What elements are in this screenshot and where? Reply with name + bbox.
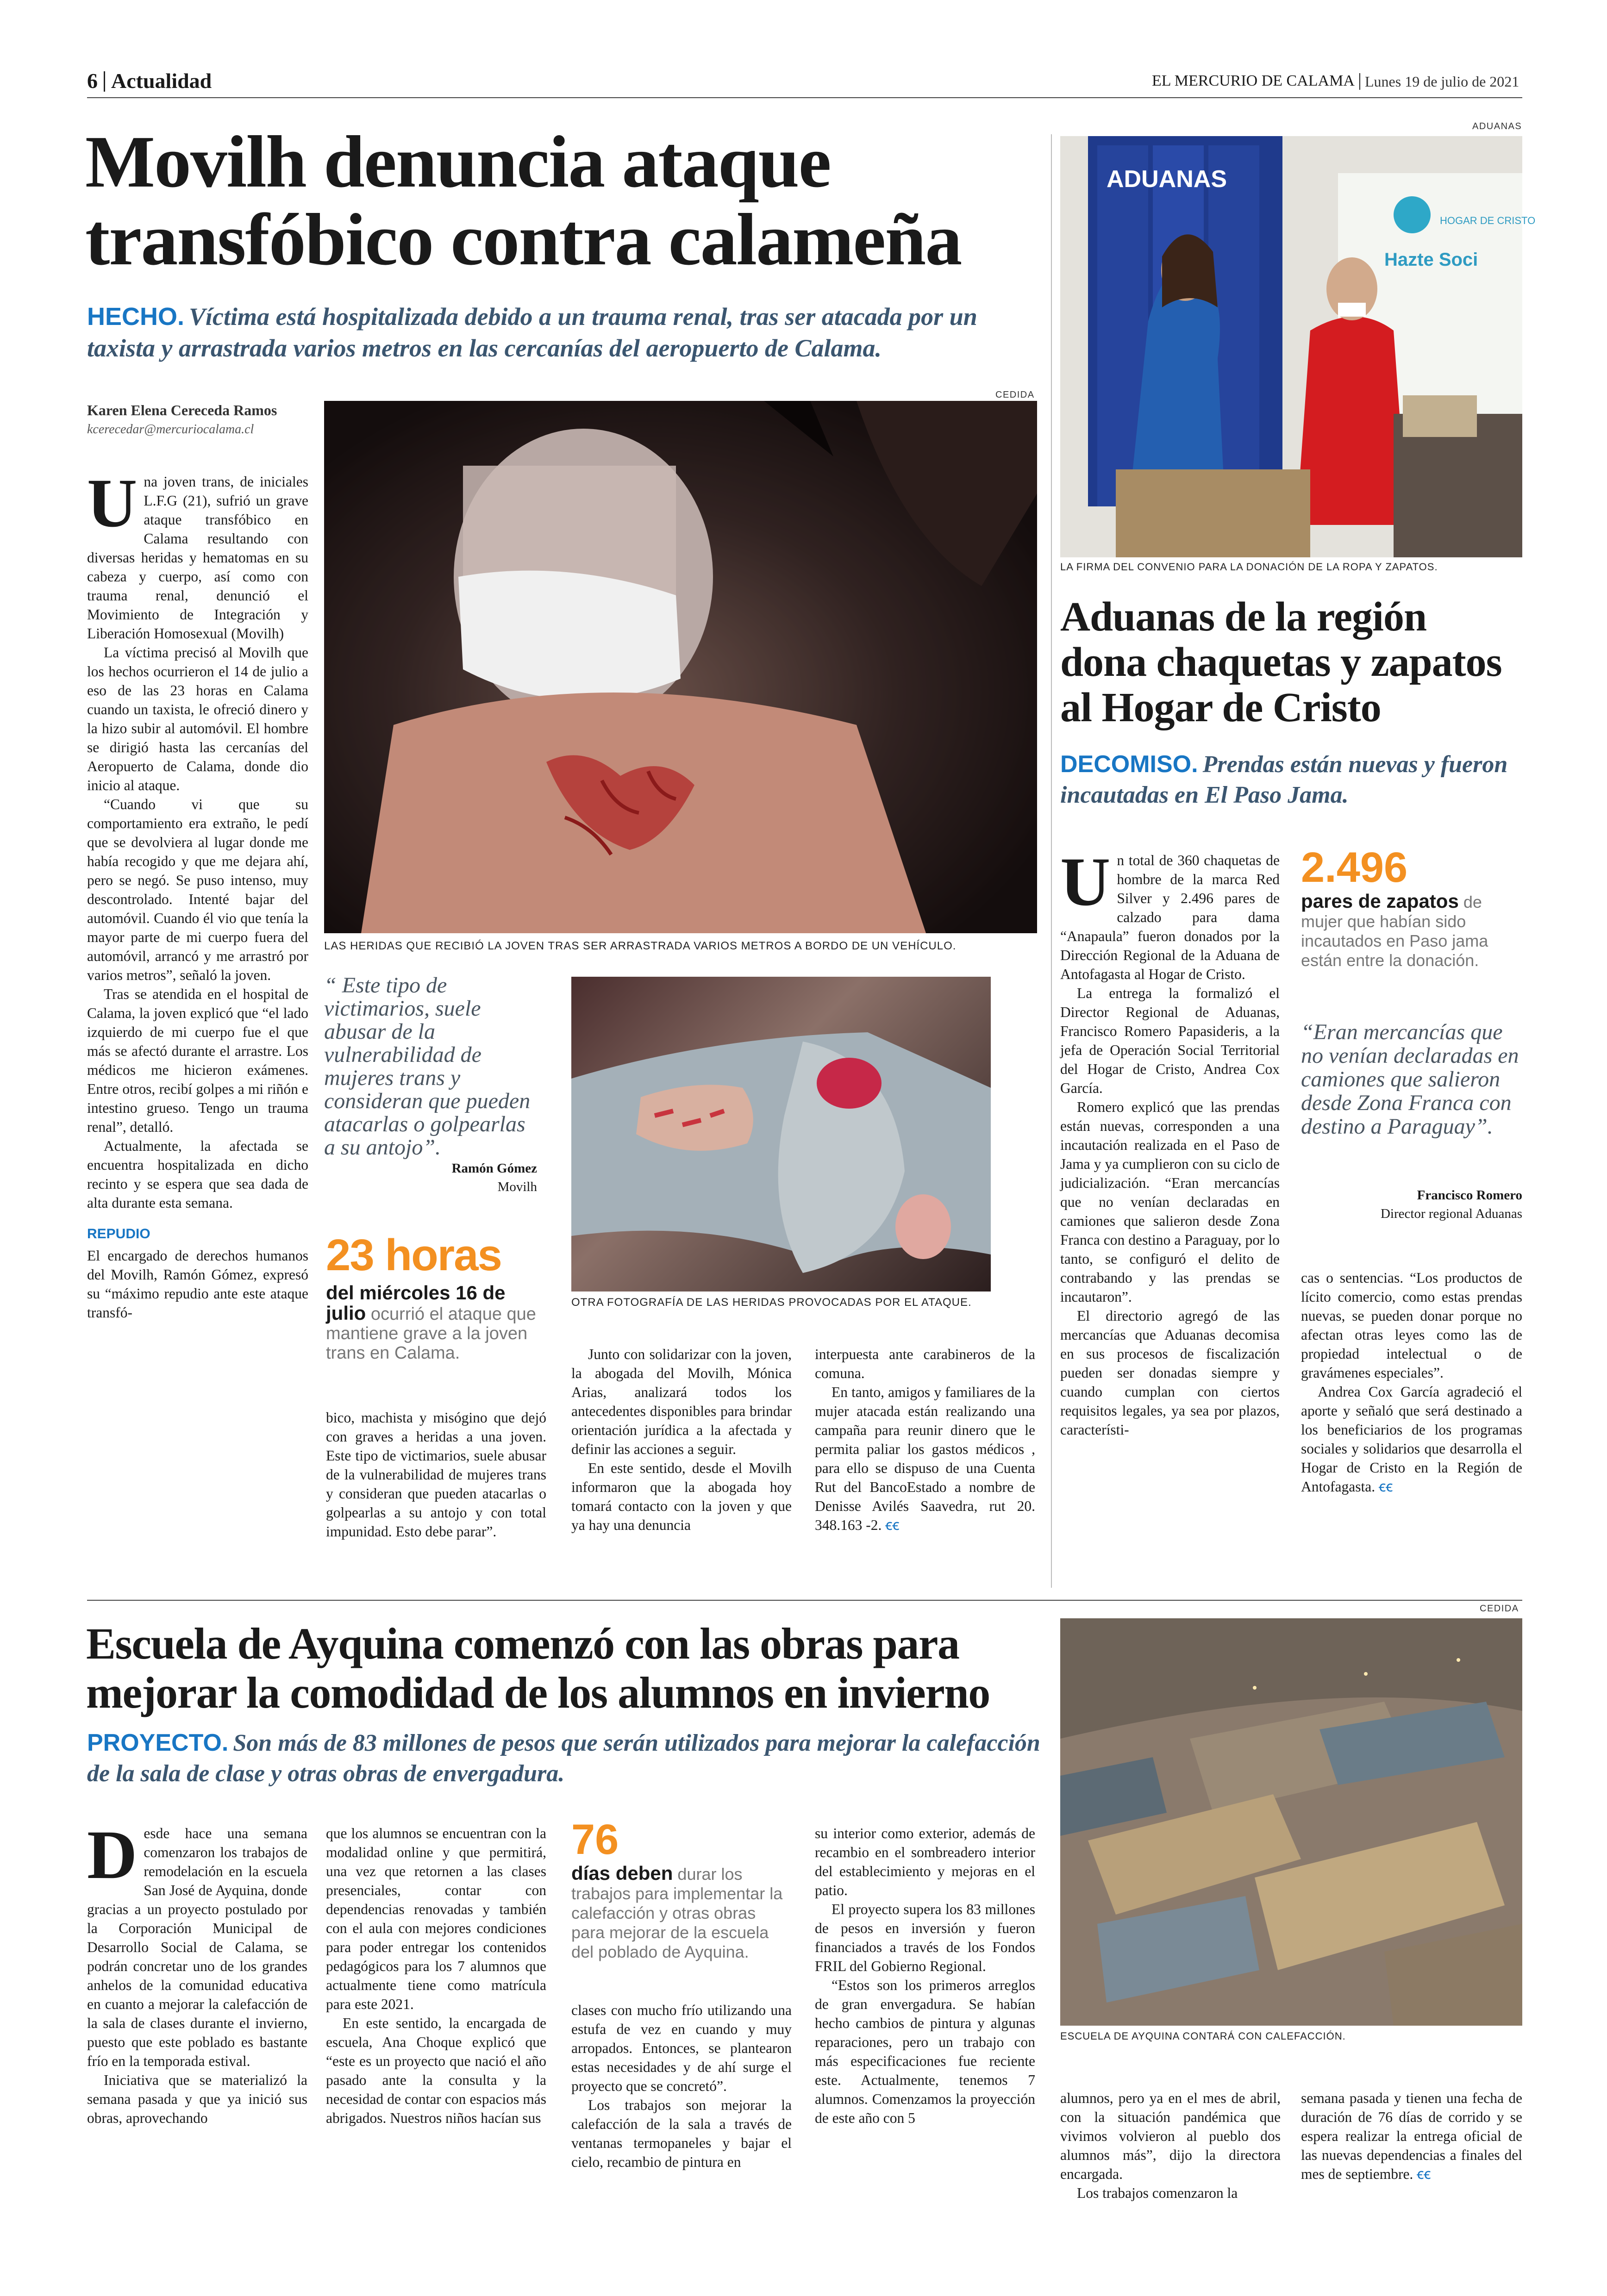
story2-title-line1: Aduanas de la región — [1060, 594, 1427, 640]
story1-paragraph: En tanto, amigos y familiares de la mujer atacada están realizando una campaña para reunir dinero que le permita paliar los gastos médicos , para ello se dispuso de una Cuenta Rut del BancoEstado a nombre de Denisse Avilés Saavedra, rut 20. 348.163 -2. ꞓꞓ — [815, 1384, 1035, 1534]
story3-column-5 — [1060, 2089, 1281, 2202]
story1-title-line2: transfóbico contra calameña — [85, 198, 962, 281]
story2-lead-keyword: DECOMISO. — [1060, 751, 1198, 778]
hazte-socio-sign: Hazte Soci — [1384, 250, 1478, 270]
story1-paragraph: “Cuando vi que su comportamiento era extraño, le pedí que se devolviera al lugar donde me había recogido y que me dejara ahí, pero se negó. Se puso intenso, muy descontrolado. Intenté bajar del automóvil. Cuando él vio que tenía la mayor parte de mi cuerpo fuera del automóvil, arrancó y me arrastró por varios metros”, señaló la joven. — [87, 796, 308, 983]
story2-paragraph: Andrea Cox García agradeció el aporte y señaló que será destinado a los beneficiarios de los programas sociales y solidarios que desarrolla el Hogar de Cristo en la Región de Antofagasta. ꞓꞓ — [1301, 1384, 1522, 1495]
story1-paragraph: Junto con solidarizar con la joven, la abogada del Movilh, Mónica Arias, analizará todos los antecedentes disponibles para brindar orientación jurídica a la afectada y definir las acciones a seguir. — [571, 1346, 792, 1457]
story2-paragraph: El directorio agregó de las mercancías que Aduanas decomisa en sus procesos de fiscalización pueden ser donadas siempre y cuando cumplan con ciertos requisitos legales, ya sea por plazos, característi- — [1060, 1308, 1280, 1438]
story2-stat-number: 2.496 — [1301, 844, 1408, 891]
story3-photo-caption: ESCUELA DE AYQUINA CONTARÁ CON CALEFACCIÓN. — [1060, 2030, 1346, 2042]
story2-title-line3: al Hogar de Cristo — [1060, 685, 1381, 730]
page-number: 6 — [87, 69, 98, 93]
story3-stat-number: 76 — [571, 1816, 619, 1863]
newspaper-name: EL MERCURIO DE CALAMA — [1152, 72, 1355, 89]
story3-paragraph: Iniciativa que se materializó la semana pasada y que ya inició sus obras, aprovechando — [87, 2072, 307, 2126]
story3-title-line1: Escuela de Ayquina comenzó con las obras para — [86, 1619, 959, 1668]
story3-column-2 — [326, 1824, 546, 2128]
hogar-sign: HOGAR DE CRISTO — [1440, 215, 1536, 226]
story1-column-2 — [326, 1408, 546, 1541]
story2-quote-role: Director regional Aduanas — [1380, 1206, 1522, 1221]
story1-title — [85, 120, 1057, 281]
story1-column-1 — [87, 465, 308, 1583]
story2-title-line2: dona chaquetas y zapatos — [1060, 639, 1502, 685]
story1-lead-keyword: HECHO. — [87, 303, 185, 331]
story1-photo1-credit: CEDIDA — [995, 390, 1035, 400]
section-name: Actualidad — [111, 69, 212, 93]
story1-stat-text — [326, 1283, 544, 1363]
drop-cap: U — [87, 465, 138, 542]
story1-photo-injuries — [324, 401, 1037, 933]
story2-lead — [1060, 749, 1523, 811]
story3-paragraph: su interior como exterior, además de recambio en el sombreadero interior del establecimiento y mejoras en el patio. — [815, 1825, 1035, 1898]
signing-photo-art — [1060, 136, 1536, 557]
story2-paragraph: Un total de 360 chaquetas de hombre de la marca Red Silver y 2.496 pares de calzado para dama “Anapaula” fueron donados por la Dirección Regional de la Aduana de Antofagasta al Hogar de Cristo. — [1060, 843, 1280, 982]
story2-stat-desc: de mujer que habían sido incautados en Paso jama están entre la donación. — [1301, 892, 1488, 970]
section-rule — [87, 1600, 1522, 1601]
story1-column-4 — [815, 1345, 1035, 1535]
aduanas-sign: ADUANAS — [1107, 166, 1227, 193]
story1-lead-text: Víctima está hospitalizada debido a un trauma renal, tras ser atacada por un taxista y arrastrada varios metros en las cercanías del aeropuerto de Calama. — [87, 303, 977, 362]
story2-photo-credit: ADUANAS — [1472, 121, 1522, 131]
story1-paragraph: En este sentido, desde el Movilh informaron que la abogada hoy tomará contacto con la joven y que ya hay una denuncia — [571, 1460, 792, 1533]
injury-photo-art — [324, 401, 1037, 933]
story3-paragraph: En este sentido, la encargada de escuela, Ana Choque explicó que “este es un proyecto que nació el año pasado ante la consulta y la necesidad de contar con espacios más abrigados. Nuestros niños hacían sus — [326, 2015, 546, 2126]
header-rule — [87, 97, 1522, 98]
story3-photo-credit: CEDIDA — [1480, 1603, 1519, 1614]
story3-stat-bold: días deben — [571, 1862, 673, 1884]
story2-pull-quote: “Eran mercancías que no venían declaradas en camiones que salieron desde Zona Franca con destino a Paraguay”. — [1301, 1020, 1519, 1139]
story1-paragraph: Una joven trans, de iniciales L.F.G (21), sufrió un grave ataque transfóbico en Calama resultando con diversas heridas y hematomas en su cabeza y cuerpo, así como con trauma renal, denunció el Movimiento de Integración y Liberación Homosexual (Movilh) — [87, 465, 308, 642]
story3-lead — [87, 1728, 1050, 1789]
header-divider — [104, 71, 105, 92]
story1-author: Karen Elena Cereceda Ramos — [87, 402, 277, 418]
story2-photo-caption: LA FIRMA DEL CONVENIO PARA LA DONACIÓN DE LA ROPA Y ZAPATOS. — [1060, 561, 1438, 573]
story2-quote-author: Francisco Romero — [1417, 1188, 1522, 1203]
story2-photo-signing — [1060, 136, 1536, 557]
story3-paragraph: clases con mucho frío utilizando una estufa de vez en cuando y muy arropados. Entonces, se plantearon estas necesidades y de ahí surge el proyecto que se concretó”. — [571, 2002, 792, 2094]
story1-paragraph: Actualmente, la afectada se encuentra hospitalizada en dicho recinto y se espera que sea dada de alta durante esta semana. — [87, 1138, 308, 1211]
story1-stat-desc: ocurrió el ataque que mantiene grave a la joven trans en Calama. — [326, 1304, 536, 1363]
page-header — [87, 69, 1522, 94]
story1-email: kcerecedar@mercuriocalama.cl — [87, 422, 254, 437]
aerial-photo-art — [1060, 1618, 1522, 2026]
drop-cap: D — [87, 1816, 138, 1893]
story1-column-3 — [571, 1345, 792, 1535]
story1-paragraph: El encargado de derechos humanos del Movilh, Ramón Gómez, expresó su “máximo repudio ante este ataque transfó- — [87, 1248, 308, 1321]
story2-lead-text: Prendas están nuevas y fueron incautadas en El Paso Jama. — [1060, 751, 1508, 808]
column-separator — [1051, 134, 1052, 1588]
end-mark-icon: ꞓꞓ — [1378, 1479, 1393, 1495]
story1-photo1-caption: LAS HERIDAS QUE RECIBIÓ LA JOVEN TRAS SER ARRASTRADA VARIOS METROS A BORDO DE UN VEHÍCULO. — [324, 940, 957, 952]
publication-date: Lunes 19 de julio de 2021 — [1365, 73, 1519, 90]
story1-stat-number: 23 horas — [326, 1230, 501, 1280]
story2-paragraph: La entrega la formalizó el Director Regional de Aduanas, Francisco Romero Papasideris, a la jefa de Operación Social Territorial del Hogar de Cristo, Andrea Cox García. — [1060, 985, 1280, 1096]
injury-photo2-art — [571, 977, 991, 1292]
drop-cap: U — [1060, 843, 1111, 920]
story3-column-1 — [87, 1816, 307, 2128]
header-divider-2 — [1359, 73, 1360, 90]
story1-lead — [87, 301, 1050, 364]
story3-title-line2: mejorar la comodidad de los alumnos en invierno — [86, 1668, 990, 1717]
story1-pull-quote: “ Este tipo de victimarios, suele abusar de la vulnerabilidad de mujeres trans y consideran que pueden atacarlas o golpearlas a su antojo”. — [324, 973, 531, 1160]
story2-title — [1060, 594, 1523, 730]
story3-column-3 — [571, 2001, 792, 2171]
story1-paragraph: bico, machista y misógino que dejó con graves a heridas a una joven. Este tipo de victimarios, suele abusar de la vulnerabilidad de mujeres trans y consideran que pueden atacarlas o golpearlas a su antojo y con total impunidad. Esto debe parar”. — [326, 1410, 546, 1540]
story2-column-2 — [1301, 1268, 1522, 1497]
story3-lead-text: Son más de 83 millones de pesos que serán utilizados para mejorar la calefacción de la sala de clase y otras obras de envergadura. — [87, 1730, 1040, 1787]
story3-paragraph: semana pasada y tienen una fecha de duración de 76 días de corrido y se espera realizar la entrega oficial de las nuevas dependencias a finales del mes de septiembre. ꞓꞓ — [1301, 2090, 1522, 2183]
story3-stat-desc: durar los trabajos para implementar la calefacción y otras obras para mejorar de la escuela del poblado de Ayquina. — [571, 1865, 783, 1961]
story3-title — [86, 1619, 1058, 1717]
story1-subhead: REPUDIO — [87, 1226, 150, 1242]
end-mark-icon: ꞓꞓ — [1417, 2166, 1431, 2183]
story3-paragraph: Los trabajos comenzaron la — [1077, 2185, 1238, 2201]
story3-paragraph: que los alumnos se encuentran con la modalidad online y que permitirá, una vez que retornen a las clases presenciales, contar con dependencias renovadas y también con el aula con mejores condiciones para poder entregar los contenidos pedagógicos para los 7 alumnos que actualmente tiene como matrícula para este 2021. — [326, 1825, 546, 2012]
story2-stat-bold: pares de zapatos — [1301, 890, 1459, 912]
story1-paragraph: La víctima precisó al Movilh que los hechos ocurrieron el 14 de julio a eso de las 23 horas en Calama cuando un taxista, le ofreció dinero y la hizo subir al automóvil. El hombre se dirigió hasta las cercanías del Aeropuerto de Calama, donde dio inicio al ataque. — [87, 644, 308, 793]
story3-photo-aerial — [1060, 1618, 1522, 2026]
story2-paragraph: cas o sentencias. “Los productos de lícito comercio, como estas prendas nuevas, se pueden donar porque no afectan otras leyes como las de propiedad intelectual o de gravámenes especiales”. — [1301, 1270, 1522, 1381]
story3-stat-text — [571, 1864, 792, 1962]
story3-paragraph: alumnos, pero ya en el mes de abril, con la situación pandémica que vivimos volvieron al pueblo dos alumnos más”, dijo la directora encargada. — [1060, 2090, 1281, 2182]
story1-quote-author: Ramón Gómez — [451, 1161, 537, 1176]
story2-column-1 — [1060, 843, 1280, 1439]
end-mark-icon: ꞓꞓ — [885, 1517, 900, 1534]
story3-paragraph: Desde hace una semana comenzaron los trabajos de remodelación en la escuela San José de Ayquina, donde gracias a un proyecto postulado por la Corporación Municipal de Desarrollo Social de Calama, se podrán concretar uno de los grandes anhelos de la comunidad educativa en cuanto a mejorar la calefacción de la sala de clases durante el invierno, puesto que este poblado es bastante frío en la temporada estival. — [87, 1816, 307, 2069]
story3-column-4 — [815, 1824, 1035, 2128]
story3-column-6 — [1301, 2089, 1522, 2184]
story1-photo-injury-2 — [571, 977, 991, 1292]
story1-paragraph: interpuesta ante carabineros de la comuna. — [815, 1346, 1035, 1381]
story1-paragraph: Tras se atendida en el hospital de Calama, la joven explicó que “el lado izquierdo de mi cuerpo fue el que más se afectó durante el arrastre. Los médicos me hicieron exámenes. Entre otros, recibí golpes a mi riñón e intestino grueso. Tengo un trauma renal”, detalló. — [87, 986, 308, 1135]
story1-quote-role: Movilh — [497, 1179, 537, 1194]
story3-paragraph: Los trabajos son mejorar la calefacción de la sala a través de ventanas termopaneles y bajar el cielo, recambio de pintura en — [571, 2097, 792, 2170]
story2-stat-text — [1301, 892, 1522, 970]
story1-photo2-caption: OTRA FOTOGRAFÍA DE LAS HERIDAS PROVOCADAS POR EL ATAQUE. — [571, 1296, 972, 1309]
story3-lead-keyword: PROYECTO. — [87, 1729, 229, 1756]
story3-paragraph: “Estos son los primeros arreglos de gran envergadura. Se habían hecho cambios de pintura y algunas reparaciones, pero un trabajo con más especificaciones fue reciente este. Actualmente, tenemos 7 alumnos. Comenzamos la proyección de este año con 5 — [815, 1977, 1035, 2126]
story1-stat-bold: del miércoles 16 de julio — [326, 1282, 506, 1324]
story2-paragraph: Romero explicó que las prendas están nuevas, corresponden a una incautación realizada en el Paso de Jama y ya cumplieron con su ciclo de judicialización. “Eran mercancías que no venían declaradas en camiones que salieron desde Zona Franca con destino a Paraguay, por lo tanto, se configuró el delito de contrabando y las prendas se incautaron”. — [1060, 1099, 1280, 1305]
story3-paragraph: El proyecto supera los 83 millones de pesos en inversión y fueron financiados a través de los Fondos FRIL del Gobierno Regional. — [815, 1901, 1035, 1974]
story1-title-line1: Movilh denuncia ataque — [85, 120, 831, 203]
